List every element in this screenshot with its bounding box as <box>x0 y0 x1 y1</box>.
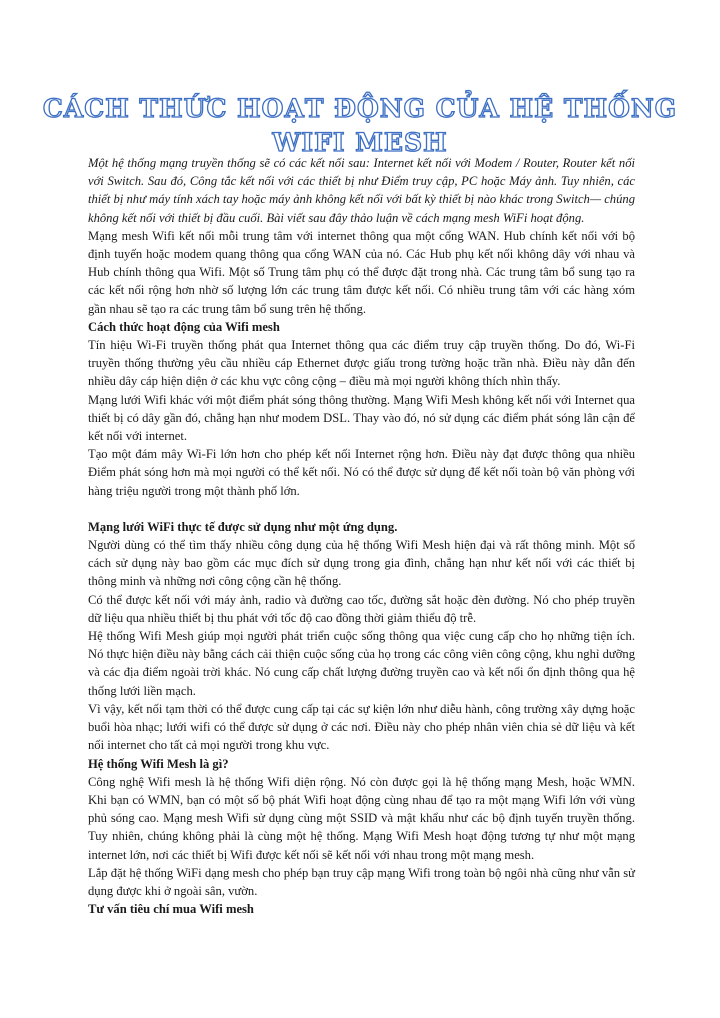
page-title-line-1: CÁCH THỨC HOẠT ĐỘNG CỦA HỆ THỐNG <box>42 94 678 123</box>
paragraph: Tạo một đám mây Wi-Fi lớn hơn cho phép kết nối Internet rộng hơn. Điều này đạt được thông qua nhiều Điểm phát sóng hơn mà mọi người có thể kết nối. Nó có thể được sử dụng để kết nối toàn bộ văn phòng với hàng triệu người trong một thành phố lớn. <box>88 447 635 498</box>
intro-paragraph: Một hệ thống mạng truyền thống sẽ có các kết nối sau: Internet kết nối với Modem / Router, Router kết nối với Switch. Sau đó, Công tắc kết nối với các thiết bị như Điểm truy cập, PC hoặc Máy ảnh. Tuy nhiên, các thiết bị như máy tính xách tay hoặc máy ảnh không kết nối với bất kỳ thiết bị nào khác trong Switch— chúng không kết nối với thiết bị đầu cuối. Bài viết sau đây thảo luận về cách mạng mesh WiFi hoạt động. <box>88 156 635 225</box>
article-body <box>88 154 635 918</box>
paragraph: Tín hiệu Wi-Fi truyền thống phát qua Internet thông qua các điểm truy cập truyền thống. Do đó, Wi-Fi truyền thống thường yêu cầu nhiều cáp Ethernet được giấu trong tường hoặc trần nhà. Điều này dẫn đến nhiều dây cáp hiện diện ở các khu vực công cộng – điều mà mọi người không thích nhìn thấy. <box>88 338 635 389</box>
paragraph: Vì vậy, kết nối tạm thời có thể được cung cấp tại các sự kiện lớn như diễu hành, công trường xây dựng hoặc buổi hòa nhạc; lưới wifi có thể được sử dụng ở các nơi. Điều này cho phép nhân viên chia sẻ dữ liệu và kết nối internet cho tất cả mọi người trong khu vực. <box>88 701 635 753</box>
section-heading: Tư vấn tiêu chí mua Wifi mesh <box>88 902 254 917</box>
section-heading: Mạng lưới WiFi thực tế được sử dụng như một ứng dụng. <box>88 519 398 534</box>
page-title <box>0 92 720 160</box>
paragraph: Có thể được kết nối với máy ảnh, radio và đường cao tốc, đường sắt hoặc đèn đường. Nó cho phép truyền dữ liệu qua nhiều thiết bị thu phát với tốc độ cao đồng thời giảm thiểu độ trễ. <box>88 592 635 625</box>
page-title-line-2: WIFI MESH <box>272 128 448 157</box>
paragraph: Mạng lưới Wifi khác với một điểm phát sóng thông thường. Mạng Wifi Mesh không kết nối với Internet qua thiết bị có dây gần đó, chẳng hạn như modem DSL. Thay vào đó, nó sử dụng các điểm phát sóng lân cận để kết nối với internet. <box>88 392 635 444</box>
spacer <box>88 500 635 518</box>
paragraph: Công nghệ Wifi mesh là hệ thống Wifi diện rộng. Nó còn được gọi là hệ thống mạng Mesh, hoặc WMN. Khi bạn có WMN, bạn có một số bộ phát Wifi hoạt động cùng nhau để tạo ra một mạng Wifi lớn với vùng phủ sóng cao. Mạng mesh Wifi sử dụng cùng một SSID và mật khẩu như các bộ định tuyến truyền thống. Tuy nhiên, chúng không phải là cùng một hệ thống. Mạng Wifi Mesh hoạt động tương tự như một mạng internet lớn, nơi các thiết bị Wifi được kết nối sẽ kết nối với nhau trong một mạng mesh. <box>88 774 635 862</box>
paragraph: Hệ thống Wifi Mesh giúp mọi người phát triển cuộc sống thông qua việc cung cấp cho họ những tiện ích. Nó thực hiện điều này bằng cách cải thiện cuộc sống của họ trong các công viên công cộng, khu nghỉ dưỡng và các địa điểm ngoài trời khác. Nó cung cấp chất lượng đường truyền cao và kết nối ổn định thông qua hệ thống lưới liền mạch. <box>88 629 635 698</box>
paragraph: Mạng mesh Wifi kết nối mỗi trung tâm với internet thông qua một cổng WAN. Hub chính kết nối với bộ định tuyến hoặc modem quang thông qua cổng WAN của nó. Các Hub phụ kết nối không dây với nhau và Hub chính thông qua Wifi. Một số Trung tâm phụ có thể được đặt trong nhà. Các trung tâm bổ sung tạo ra các kết nối rộng hơn nhờ số lượng lớn các trung tâm được kết nối. Có nhiều trung tâm với các hàng xóm gần nhau sẽ tạo ra các trung tâm bổ sung trên hệ thống. <box>88 228 635 316</box>
paragraph: Người dùng có thể tìm thấy nhiều công dụng của hệ thống Wifi Mesh hiện đại và rất thông minh. Một số cách sử dụng này bao gồm các mục đích sử dụng trong gia đình, chẳng hạn như kết nối với các thiết bị thông minh và những nơi công cộng cần hệ thống. <box>88 538 635 589</box>
section-heading: Cách thức hoạt động của Wifi mesh <box>88 319 280 334</box>
section-heading: Hệ thống Wifi Mesh là gì? <box>88 756 229 771</box>
paragraph: Lắp đặt hệ thống WiFi dạng mesh cho phép bạn truy cập mạng Wifi trong toàn bộ ngôi nhà cũng như vẫn sử dụng được khi ở ngoài sân, vườn. <box>88 865 635 898</box>
